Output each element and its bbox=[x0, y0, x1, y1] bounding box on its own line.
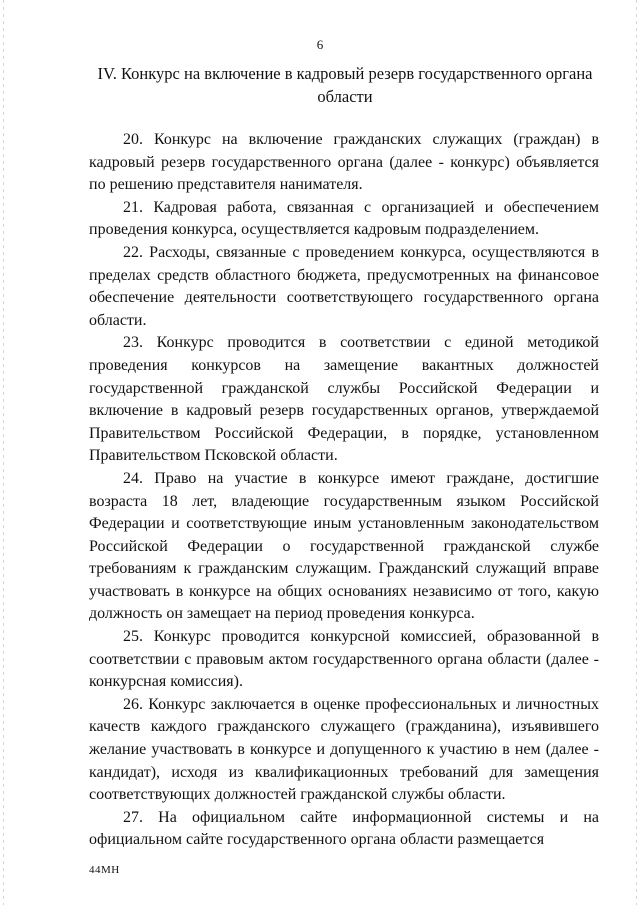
body-text bbox=[89, 129, 599, 852]
paragraph-25: 25. Конкурс проводится конкурсной комиссией, образованной в соответствии с правовым актом государственного органа области (далее - конкурсная комиссия). bbox=[89, 628, 599, 691]
paragraph-20: 20. Конкурс на включение гражданских служащих (граждан) в кадровый резерв государственного органа (далее - конкурс) объявляется по решению представителя нанимателя. bbox=[89, 131, 599, 194]
paragraph-27: 27. На официальном сайте информационной системы и на официальном сайте государственного органа области размещается bbox=[89, 808, 599, 849]
paragraph-26: 26. Конкурс заключается в оценке профессиональных и личностных качеств каждого гражданского служащего (гражданина), изъявившего желание участвовать в конкурсе и допущенного к участию в нем (далее - кандидат), исходя из квалификационных требований для замещения соответствующих должностей гражданской службы области. bbox=[89, 695, 599, 804]
page-number: 6 bbox=[316, 37, 324, 52]
section-title: IV. Конкурс на включение в кадровый резерв государственного органа области bbox=[97, 64, 593, 106]
footer-document-code: 44МН bbox=[89, 864, 120, 876]
paragraph-23: 23. Конкурс проводится в соответствии с единой методикой проведения конкурсов на замещение вакантных должностей государственной гражданской службы Российской Федерации и включение в кадровый резерв государственных органов, утверждаемой Правительством Российской Федерации, в порядке, установленном Правительством Псковской области. bbox=[89, 334, 599, 465]
paragraph-21: 21. Кадровая работа, связанная с организацией и обеспечением проведения конкурса, осуществляется кадровым подразделением. bbox=[89, 198, 599, 239]
paragraph-22: 22. Расходы, связанные с проведением конкурса, осуществляются в пределах средств областного бюджета, предусмотренных на финансовое обеспечение деятельности соответствующего государственного органа области. bbox=[89, 243, 599, 329]
scan-edge-right bbox=[636, 0, 637, 905]
paragraph-24: 24. Право на участие в конкурсе имеют граждане, достигшие возраста 18 лет, владеющие государственным языком Российской Федерации и соответствующие иным установленным законодательством Российской Федерации о государственной гражданской службе требованиям к гражданским служащим. Гражданский служащий вправе участвовать в конкурсе на общих основаниях независимо от того, какую должность он замещает на период проведения конкурса. bbox=[89, 469, 599, 623]
scan-edge-left bbox=[3, 0, 4, 905]
